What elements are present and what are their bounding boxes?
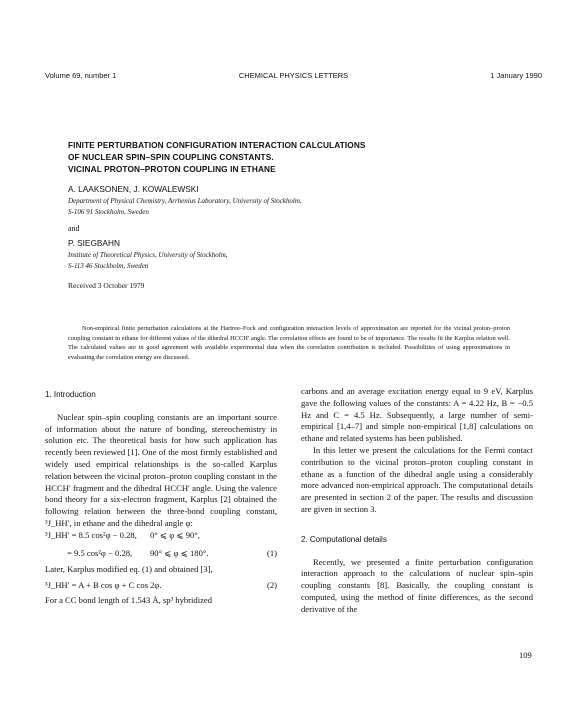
title-line: VICINAL PROTON–PROTON COUPLING IN ETHANE [68, 164, 276, 174]
issue-date: 1 January 1990 [490, 71, 542, 80]
title-line: FINITE PERTURBATION CONFIGURATION INTERACTION CALCULATIONS [68, 140, 366, 150]
affiliation-line: Department of Physical Chemistry, Arrhenius Laboratory, University of Stockholm, [68, 197, 302, 205]
equation-2 [45, 580, 277, 592]
volume-info: Volume 69, number 1 [45, 71, 117, 80]
right-paragraph-1: carbons and an average excitation energy equal to 9 eV, Karplus gave the following values of the constants: A = 4.22 Hz, B = −0.5 Hz and C = 4.5 Hz. Subsequently, a large number of semi-empirical [1,4–7] and simple non-empirical [1,8] calculations on ethane and related systems has been published. [301, 386, 533, 444]
right-paragraph-3: Recently, we presented a finite perturbation configuration interaction approach to the calculations of nuclear spin–spin coupling constants [8]. Basically, the coupling constant is computed, using the method of finite differences, as the second derivative of the [301, 556, 533, 614]
affiliation-line: S-113 46 Stockholm, Sweden [68, 261, 149, 270]
right-column [301, 386, 533, 616]
authors-group-2: P. SIEGBAHN [68, 238, 120, 248]
journal-name: CHEMICAL PHYSICS LETTERS [238, 71, 349, 80]
title-line: OF NUCLEAR SPIN–SPIN COUPLING CONSTANTS. [68, 152, 274, 162]
right-paragraph-2: In this letter we present the calculations for the Fermi contact contribution to the vicinal proton–proton coupling constant in ethane as a function of the dihedral angle using a considerably more advanced non-empirical approach. The computational details are presented in section 2 of the paper. The results and discussion are given in section 3. [301, 444, 533, 514]
and-separator: and [68, 224, 80, 233]
equation-1b [45, 548, 277, 560]
section-heading-introduction: 1. Introduction [45, 390, 96, 399]
equation-1a-expression: ³J_HH′ = 8.5 cos²φ − 0.28, [45, 529, 137, 540]
intro-paragraph-3: For a CC bond length of 1.543 Å, sp³ hybridized [45, 594, 213, 605]
left-column [45, 389, 277, 606]
received-date: Received 3 October 1979 [68, 281, 145, 290]
affiliation-1 [68, 196, 388, 217]
equation-2-expression: ³J_HH′ = A + B cos φ + C cos 2φ. [45, 579, 162, 590]
section-heading-computational-details: 2. Computational details [301, 534, 387, 544]
equation-1b-expression: = 9.5 cos²φ − 0.28, [67, 547, 133, 558]
equation-1a [45, 530, 277, 542]
equation-2-number: (2) [266, 579, 277, 590]
affiliation-line: Institute of Theoretical Physics, University of Stockholm, [68, 251, 228, 259]
authors-group-1: A. LAAKSONEN, J. KOWALEWSKI [68, 184, 199, 194]
article-title [68, 139, 508, 175]
intro-paragraph-1: Nuclear spin–spin coupling constants are an important source of information about the nature of bonding, stereochemistry in solution etc. The theoretical basis for how such application has recently been reviewed [1]. One of the most firmly established and widely used empirical relationships is the so-called Karplus relation between the vicinal proton–proton coupling constant in the HCCH′ fragment and the dihedral HCCH′ angle. Using the valence bond theory for a six-electron fragment, Karplus [2] obtained the following relation between the three-bond coupling constant, ³J_HH′, in ethane and the dihedral angle φ: [45, 411, 277, 528]
equation-1a-condition: 0° ⩽ φ ⩽ 90°, [150, 529, 200, 540]
affiliation-line: S-106 91 Stockholm, Sweden [68, 207, 149, 216]
intro-paragraph-2: Later, Karplus modified eq. (1) and obtained [3], [45, 563, 213, 574]
equation-1-number: (1) [266, 547, 277, 558]
equation-1b-condition: 90° ⩽ φ ⩽ 180°. [150, 547, 209, 558]
abstract: Non-empirical finite perturbation calculations at the Hartree–Fock and configuration interaction levels of approximation are reported for the vicinal proton–proton coupling constant in ethane for different values of the dihedral HCCH′ angle. The correlation effects are found to be of importance. The results fit the Karplus relation well. The calculated values are in good agreement with available experimental data when the correlation contribution is included. Possibilities of using approximations in evaluating the correlation energy are discussed. [68, 325, 510, 361]
page-number: 109 [519, 650, 532, 660]
affiliation-2 [68, 250, 388, 271]
